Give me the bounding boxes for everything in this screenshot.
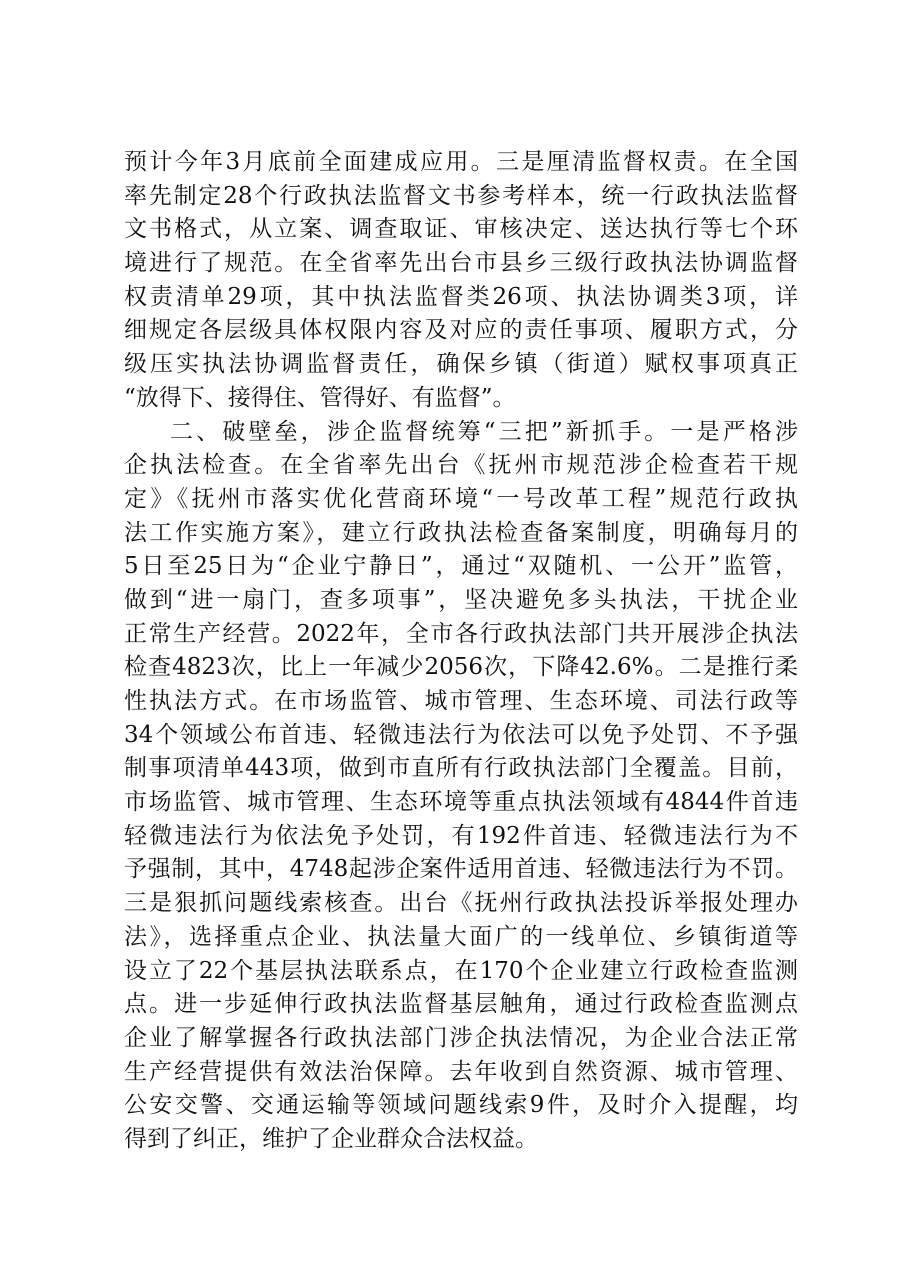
text-line: 正常生产经营。2022年，全市各行政执法部门共开展涉企执法	[124, 620, 798, 647]
text-line: 法工作实施方案》，建立行政执法检查备案制度，明确每月的	[124, 519, 798, 546]
text-line: 定》《抚州市落实优化营商环境“一号改革工程”规范行政执	[124, 485, 798, 512]
text-line: 予强制，其中，4748起涉企案件适用首违、轻微违法行为不罚。	[124, 856, 798, 883]
body-text	[124, 146, 798, 1157]
text-line: 率先制定28个行政执法监督文书参考样本，统一行政执法监督	[124, 182, 798, 209]
text-line: 轻微违法行为依法免予处罚，有192件首违、轻微违法行为不	[124, 822, 798, 849]
text-line: 企业了解掌握各行政执法部门涉企执法情况，为企业合法正常	[124, 1024, 798, 1051]
text-line: 细规定各层级具体权限内容及对应的责任事项、履职方式，分	[124, 317, 798, 344]
paragraph-first-line: 二、破壁垒，涉企监督统筹“三把”新抓手。一是严格涉	[170, 418, 798, 445]
text-line: 设立了22个基层执法联系点，在170个企业建立行政检查监测	[124, 957, 798, 984]
text-line: 境进行了规范。在全省率先出台市县乡三级行政执法协调监督	[124, 250, 798, 277]
paragraph-end-line: “放得下、接得住、管得好、有监督”。	[124, 384, 516, 411]
text-line: 性执法方式。在市场监管、城市管理、生态环境、司法行政等	[124, 688, 798, 714]
text-line: 级压实执法协调监督责任，确保乡镇（街道）赋权事项真正	[124, 351, 798, 378]
text-line: 生产经营提供有效法治保障。去年收到自然资源、城市管理、	[124, 1058, 798, 1085]
text-line: 法》，选择重点企业、执法量大面广的一线单位、乡镇街道等	[124, 923, 798, 950]
text-line: 34个领域公布首违、轻微违法行为依法可以免予处罚、不予强	[124, 721, 798, 748]
text-line: 三是狠抓问题线索核查。出台《抚州行政执法投诉举报处理办	[124, 890, 798, 917]
text-line: 检查4823次，比上一年减少2056次，下降42.6%。二是推行柔	[124, 654, 798, 681]
text-line: 权责清单29项，其中执法监督类26项、执法协调类3项，详	[124, 283, 798, 310]
paragraph-end-line: 得到了纠正，维护了企业群众合法权益。	[124, 1125, 538, 1152]
text-line: 公安交警、交通运输等领域问题线索9件，及时介入提醒，均	[124, 1092, 798, 1119]
text-line: 制事项清单443项，做到市直所有行政执法部门全覆盖。目前，	[124, 755, 798, 782]
text-line: 5日至25日为“企业宁静日”，通过“双随机、一公开”监管，	[124, 553, 798, 580]
text-line: 企执法检查。在全省率先出台《抚州市规范涉企检查若干规	[124, 452, 798, 479]
text-line: 预计今年3月底前全面建成应用。三是厘清监督权责。在全国	[124, 149, 798, 175]
text-line: 做到“进一扇门，查多项事”，坚决避免多头执法，干扰企业	[124, 586, 798, 613]
text-line: 文书格式，从立案、调查取证、审核决定、送达执行等七个环	[124, 216, 798, 243]
text-line: 点。进一步延伸行政执法监督基层触角，通过行政检查监测点	[124, 991, 798, 1018]
text-line: 市场监管、城市管理、生态环境等重点执法领域有4844件首违	[124, 789, 798, 816]
